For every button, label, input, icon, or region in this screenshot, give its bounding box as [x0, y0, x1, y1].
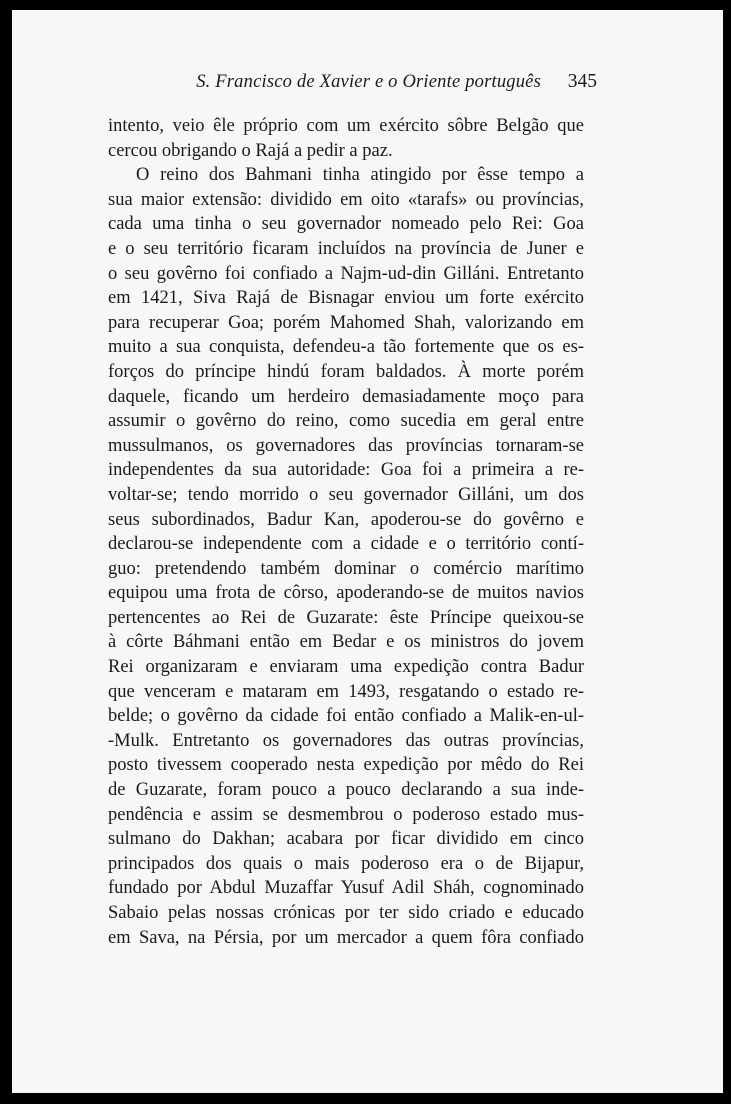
text-line: que venceram e mataram em 1493, resgatando o estado re- — [108, 681, 584, 702]
text-line: seus subordinados, Badur Kan, apoderou-se do govêrno e — [108, 509, 584, 530]
text-line: em 1421, Siva Rajá de Bisnagar enviou um forte exército — [108, 288, 584, 309]
text-line: sua maior extensão: dividido em oito «tarafs» ou províncias, — [108, 189, 584, 210]
text-line: de Guzarate, foram pouco a pouco declarando a sua inde- — [108, 780, 584, 801]
text-line: -Mulk. Entretanto os governadores das outras províncias, — [108, 730, 584, 751]
text-line: declarou-se independente com a cidade e o território contí- — [108, 534, 584, 555]
text-line: mussulmanos, os governadores das províncias tornaram-se — [108, 435, 584, 456]
text-line: fundado por Abdul Muzaffar Yusuf Adil Sháh, cognominado — [108, 878, 584, 899]
text-line: para recuperar Goa; porém Mahomed Shah, valorizando em — [108, 312, 584, 333]
text-line: à côrte Báhmani então em Bedar e os ministros do jovem — [108, 632, 584, 653]
text-line: o seu govêrno foi confiado a Najm-ud-din Gilláni. Entretanto — [108, 263, 584, 284]
text-line: independentes da sua autoridade: Goa foi a primeira a re- — [108, 460, 584, 481]
text-line: principados dos quais o mais poderoso era o de Bijapur, — [108, 853, 584, 874]
text-line: cada uma tinha o seu governador nomeado pelo Rei: Goa — [108, 214, 584, 235]
text-line: assumir o govêrno do reino, como sucedia em geral entre — [108, 411, 584, 432]
text-line: Rei organizaram e enviaram uma expedição contra Badur — [108, 657, 584, 678]
text-line: muito a sua conquista, defendeu-a tão fortemente que os es- — [108, 337, 584, 358]
text-line: guo: pretendendo também dominar o comércio marítimo — [108, 558, 584, 579]
text-line: pendência e assim se desmembrou o poderoso estado mus- — [108, 804, 584, 825]
text-line: forços do príncipe hindú foram baldados. À morte porém — [108, 361, 584, 382]
text-line: voltar-se; tendo morrido o seu governador Gilláni, um dos — [108, 484, 584, 505]
body-text — [108, 114, 584, 950]
page-header — [108, 72, 597, 106]
text-line: pertencentes ao Rei de Guzarate: êste Príncipe queixou-se — [108, 607, 584, 628]
text-line: daquele, ficando um herdeiro demasiadamente moço para — [108, 386, 584, 407]
page-number: 345 — [567, 71, 597, 92]
text-line: cercou obrigando o Rajá a pedir a paz. — [108, 140, 393, 161]
text-line: O reino dos Bahmani tinha atingido por êsse tempo a — [136, 165, 584, 186]
text-line: em Sava, na Pérsia, por um mercador a quem fôra confiado — [108, 927, 584, 948]
running-title: S. Francisco de Xavier e o Oriente português — [196, 72, 541, 92]
text-line: e o seu território ficaram incluídos na província de Juner e — [108, 238, 584, 259]
text-line: intento, veio êle próprio com um exército sôbre Belgão que — [108, 116, 584, 136]
text-line: Sabaio pelas nossas crónicas por ter sido criado e educado — [108, 903, 584, 923]
text-line: equipou uma frota de côrso, apoderando-se de muitos navios — [108, 583, 584, 604]
text-line: posto tivessem cooperado nesta expedição por mêdo do Rei — [108, 755, 584, 776]
text-line: sulmano do Dakhan; acabara por ficar dividido em cinco — [108, 829, 584, 850]
book-page — [12, 10, 723, 1093]
text-line: belde; o govêrno da cidade foi então confiado a Malik-en-ul- — [108, 706, 584, 727]
